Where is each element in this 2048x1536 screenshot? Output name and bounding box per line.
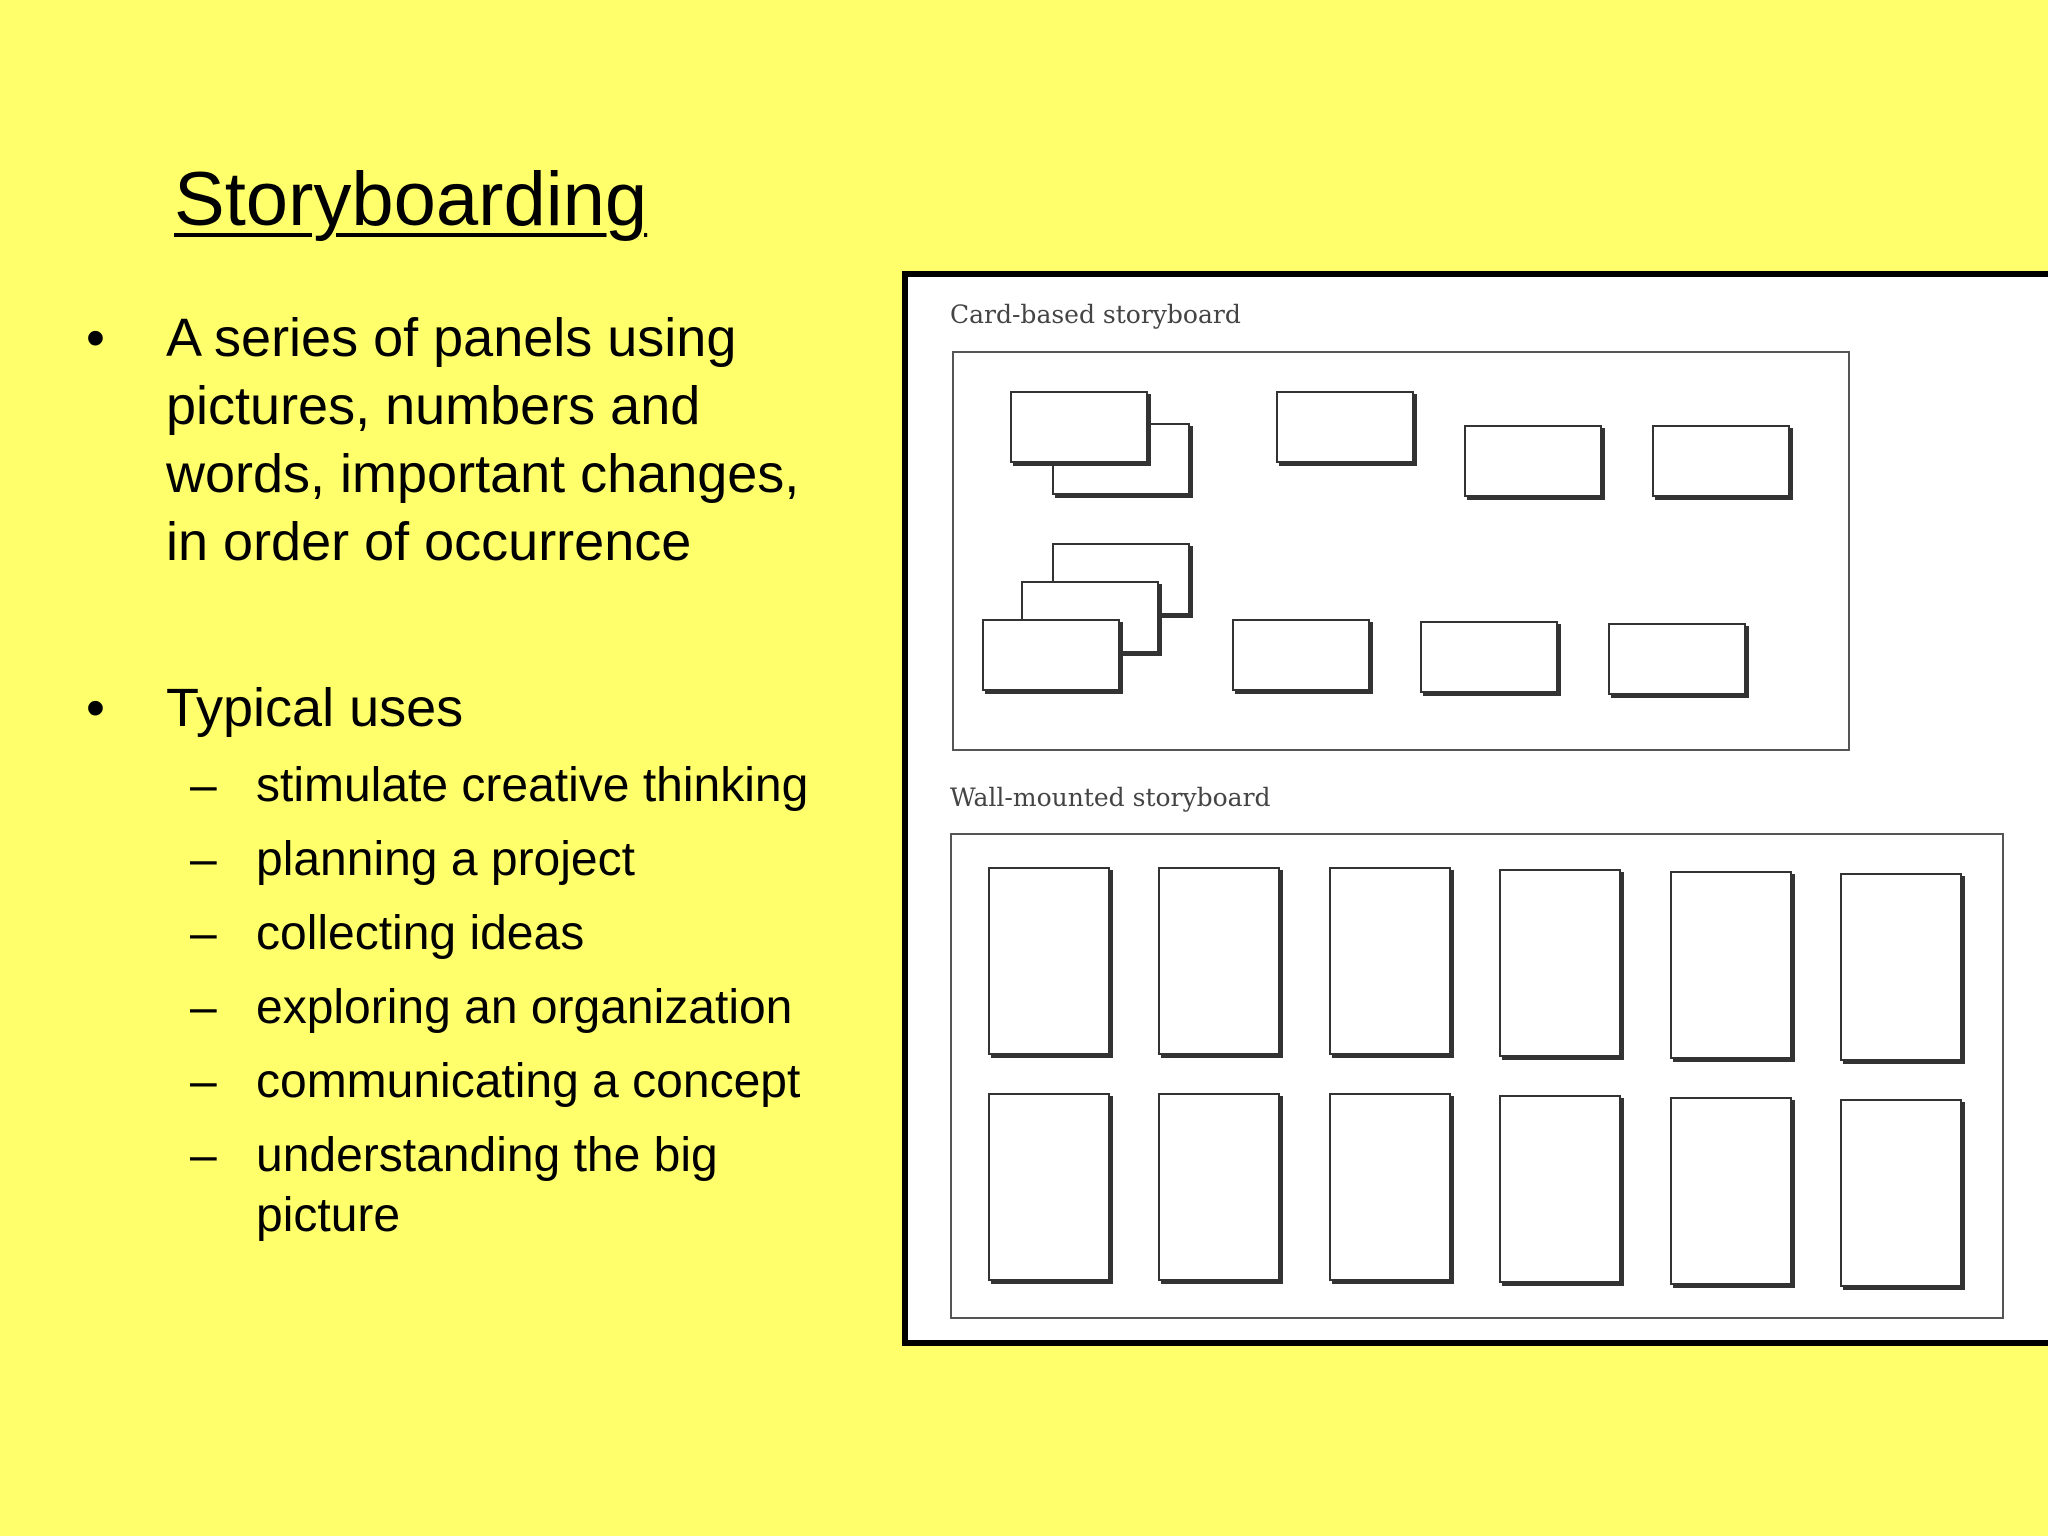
storyboard-card <box>1608 623 1746 695</box>
bullet-text: A series of panels using pictures, numbers and words, important changes, in order of occurrence <box>166 308 800 572</box>
storyboard-card <box>988 1093 1110 1281</box>
bullet-symbol: • <box>86 308 105 368</box>
wall-mounted-frame <box>950 833 2004 1319</box>
storyboard-card <box>1670 871 1792 1059</box>
card-based-label: Card-based storyboard <box>950 300 1241 329</box>
storyboard-card <box>1329 1093 1451 1281</box>
slide-title: Storyboarding <box>174 157 648 242</box>
storyboard-card <box>982 619 1120 691</box>
storyboard-card <box>1158 1093 1280 1281</box>
storyboard-card <box>1652 425 1790 497</box>
storyboard-figure <box>902 271 2048 1346</box>
storyboard-card <box>1420 621 1558 693</box>
storyboard-card <box>1840 873 1962 1061</box>
bullet-symbol: • <box>86 678 105 738</box>
storyboard-card <box>1464 425 1602 497</box>
storyboard-card <box>1329 867 1451 1055</box>
storyboard-card <box>1232 619 1370 691</box>
storyboard-card <box>1840 1099 1962 1287</box>
storyboard-card <box>1499 869 1621 1057</box>
storyboard-card <box>1499 1095 1621 1283</box>
storyboard-card <box>1158 867 1280 1055</box>
storyboard-card <box>1276 391 1414 463</box>
storyboard-card <box>1670 1097 1792 1285</box>
wall-mounted-label: Wall-mounted storyboard <box>950 783 1271 812</box>
card-based-frame <box>952 351 1850 751</box>
storyboard-card <box>1010 391 1148 463</box>
bullet-text: Typical uses <box>166 678 464 738</box>
storyboard-card <box>988 867 1110 1055</box>
